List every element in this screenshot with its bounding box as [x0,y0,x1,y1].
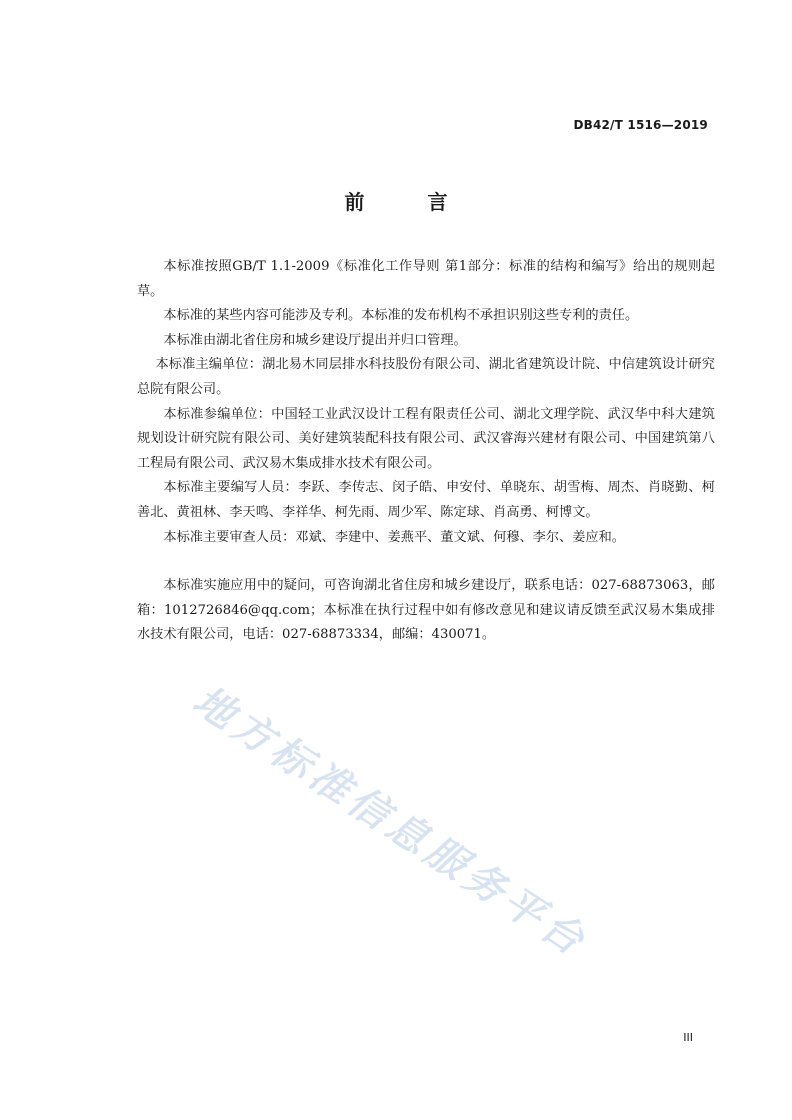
document-code: DB42/T 1516—2019 [573,118,708,132]
paragraph-patent-notice: 本标准的某些内容可能涉及专利。本标准的发布机构不承担识别这些专利的责任。 [163,308,639,324]
page-title: 前 言 [344,190,476,214]
page-number: III [683,1031,693,1044]
paragraph-main-drafters: 本标准主要编写人员：李跃、李传志、闵子皓、申安付、单晓东、胡雪梅、周杰、肖晓勤、柯善北、黄祖林、李天鸣、李祥华、柯先雨、周少军、陈定球、肖高勇、柯博文。 [137,480,715,520]
paragraph-drafting-rules: 本标准按照GB/T 1.1-2009《标准化工作导则 第1部分：标准的结构和编写》给出的规则起草。 [137,259,715,299]
watermark: 地方标准信息服务平台 [185,677,596,967]
paragraph-contact-info: 本标准实施应用中的疑问，可咨询湖北省住房和城乡建设厅，联系电话：027-68873063，邮箱：1012726846@qq.com；本标准在执行过程中如有修改意见和建议请反馈至武汉易木集成排水技术有限公司，电话：027-68873334，邮编：430071。 [137,578,715,643]
paragraph-participating-units: 本标准参编单位：中国轻工业武汉设计工程有限责任公司、湖北文理学院、武汉华中科大建筑规划设计研究院有限公司、美好建筑装配科技有限公司、武汉睿海兴建材有限公司、中国建筑第八工程局有限公司、武汉易木集成排水技术有限公司。 [137,406,715,471]
paragraph-chief-editors: 本标准主编单位：湖北易木同层排水科技股份有限公司、湖北省建筑设计院、中信建筑设计研究总院有限公司。 [137,357,715,397]
paragraph-reviewers: 本标准主要审查人员：邓斌、李建中、姜燕平、董文斌、何穆、李尔、姜应和。 [163,529,625,545]
foreword-body [137,255,715,648]
paragraph-proposer: 本标准由湖北省住房和城乡建设厅提出并归口管理。 [163,332,467,348]
